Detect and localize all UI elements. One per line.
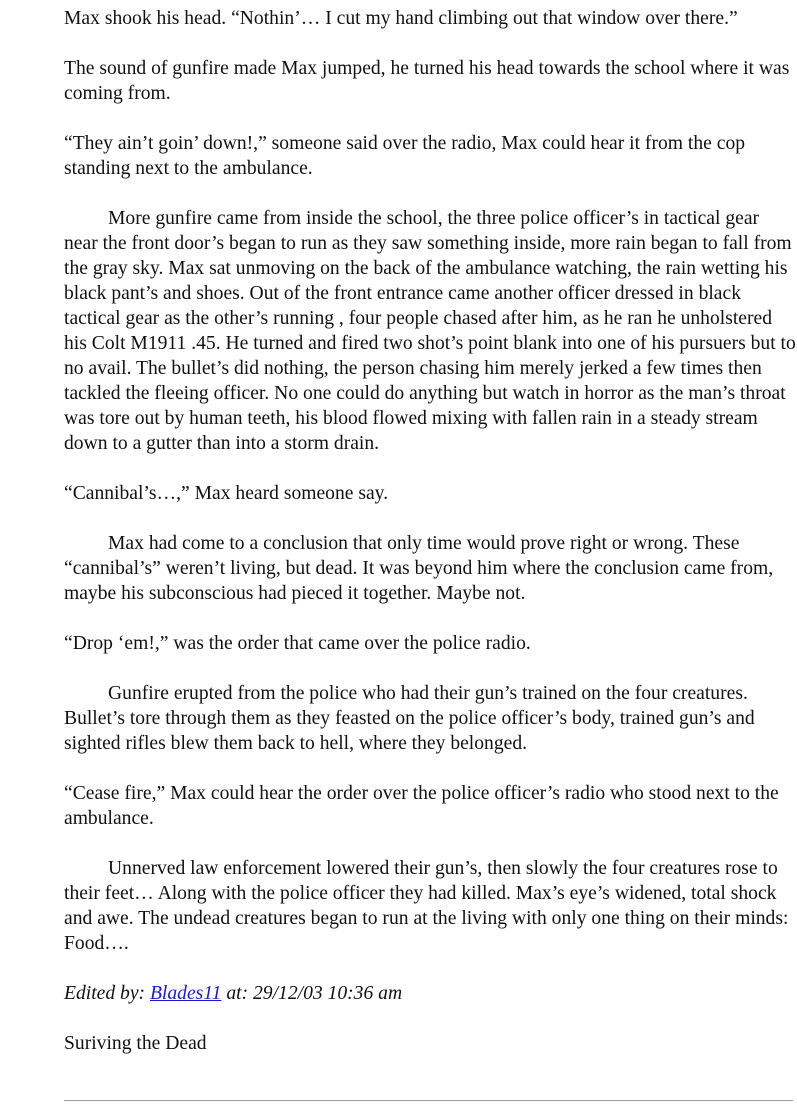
story-paragraph-3: “They ain’t goin’ down!,” someone said over the radio, Max could hear it from the cop standing next to the ambulance.: [64, 133, 746, 179]
edited-timestamp: at: 29/12/03 10:36 am: [221, 983, 403, 1004]
edited-by-prefix: Edited by:: [64, 983, 150, 1004]
story-title: Suriving the Dead: [64, 1033, 207, 1054]
edited-by-line: [64, 981, 797, 1006]
story-paragraph-6: Max had come to a conclusion that only time would prove right or wrong. These “cannibal’s” weren’t living, but dead. It was beyond him where the conclusion came from, maybe his subconscious had pieced it together. Maybe not.: [64, 533, 774, 604]
story-paragraph-9: “Cease fire,” Max could hear the order over the police officer’s radio who stood next to the ambulance.: [64, 783, 779, 829]
story-paragraph-10: Unnerved law enforcement lowered their gun’s, then slowly the four creatures rose to their feet… Along with the police officer they had killed. Max’s eye’s widened, total shock and awe. The undead creatures began to run at the living with only one thing on their minds: Food….: [64, 858, 789, 954]
author-link[interactable]: Blades11: [149, 983, 222, 1004]
story-paragraph-5: “Cannibal’s…,” Max heard someone say.: [64, 483, 389, 504]
story-paragraph-8: Gunfire erupted from the police who had their gun’s trained on the four creatures. Bullet’s tore through them as they feasted on the police officer’s body, trained gun’s and sighted rifles blew them back to hell, where they belonged.: [64, 683, 755, 754]
story-paragraph-2: The sound of gunfire made Max jumped, he turned his head towards the school where it was coming from.: [64, 58, 790, 104]
story-paragraph-7: “Drop ‘em!,” was the order that came over the police radio.: [64, 633, 531, 654]
story-body: [64, 6, 797, 1081]
story-paragraph-4: More gunfire came from inside the school, the three police officer’s in tactical gear near the front door’s began to run as they saw something inside, more rain began to fall from the gray sky. Max sat unmoving on the back of the ambulance watching, the rain wetting his black pant’s and shoes. Out of the front entrance came another officer dressed in black tactical gear as the other’s running , four people chased after him, as he ran he unholstered his Colt M1911 .45. He turned and fired two shot’s point blank into one of his pursuers but to no avail. The bullet’s did nothing, the person chasing him merely jerked a few times then tackled the fleeing officer. No one could do anything but watch in horror as the man’s throat was tore out by human teeth, his blood flowed mixing with fallen rain in a steady stream down to a gutter than into a storm drain.: [64, 208, 796, 454]
story-paragraph-1: Max shook his head. “Nothin’… I cut my hand climbing out that window over there.”: [64, 8, 738, 29]
divider: [64, 1100, 793, 1101]
